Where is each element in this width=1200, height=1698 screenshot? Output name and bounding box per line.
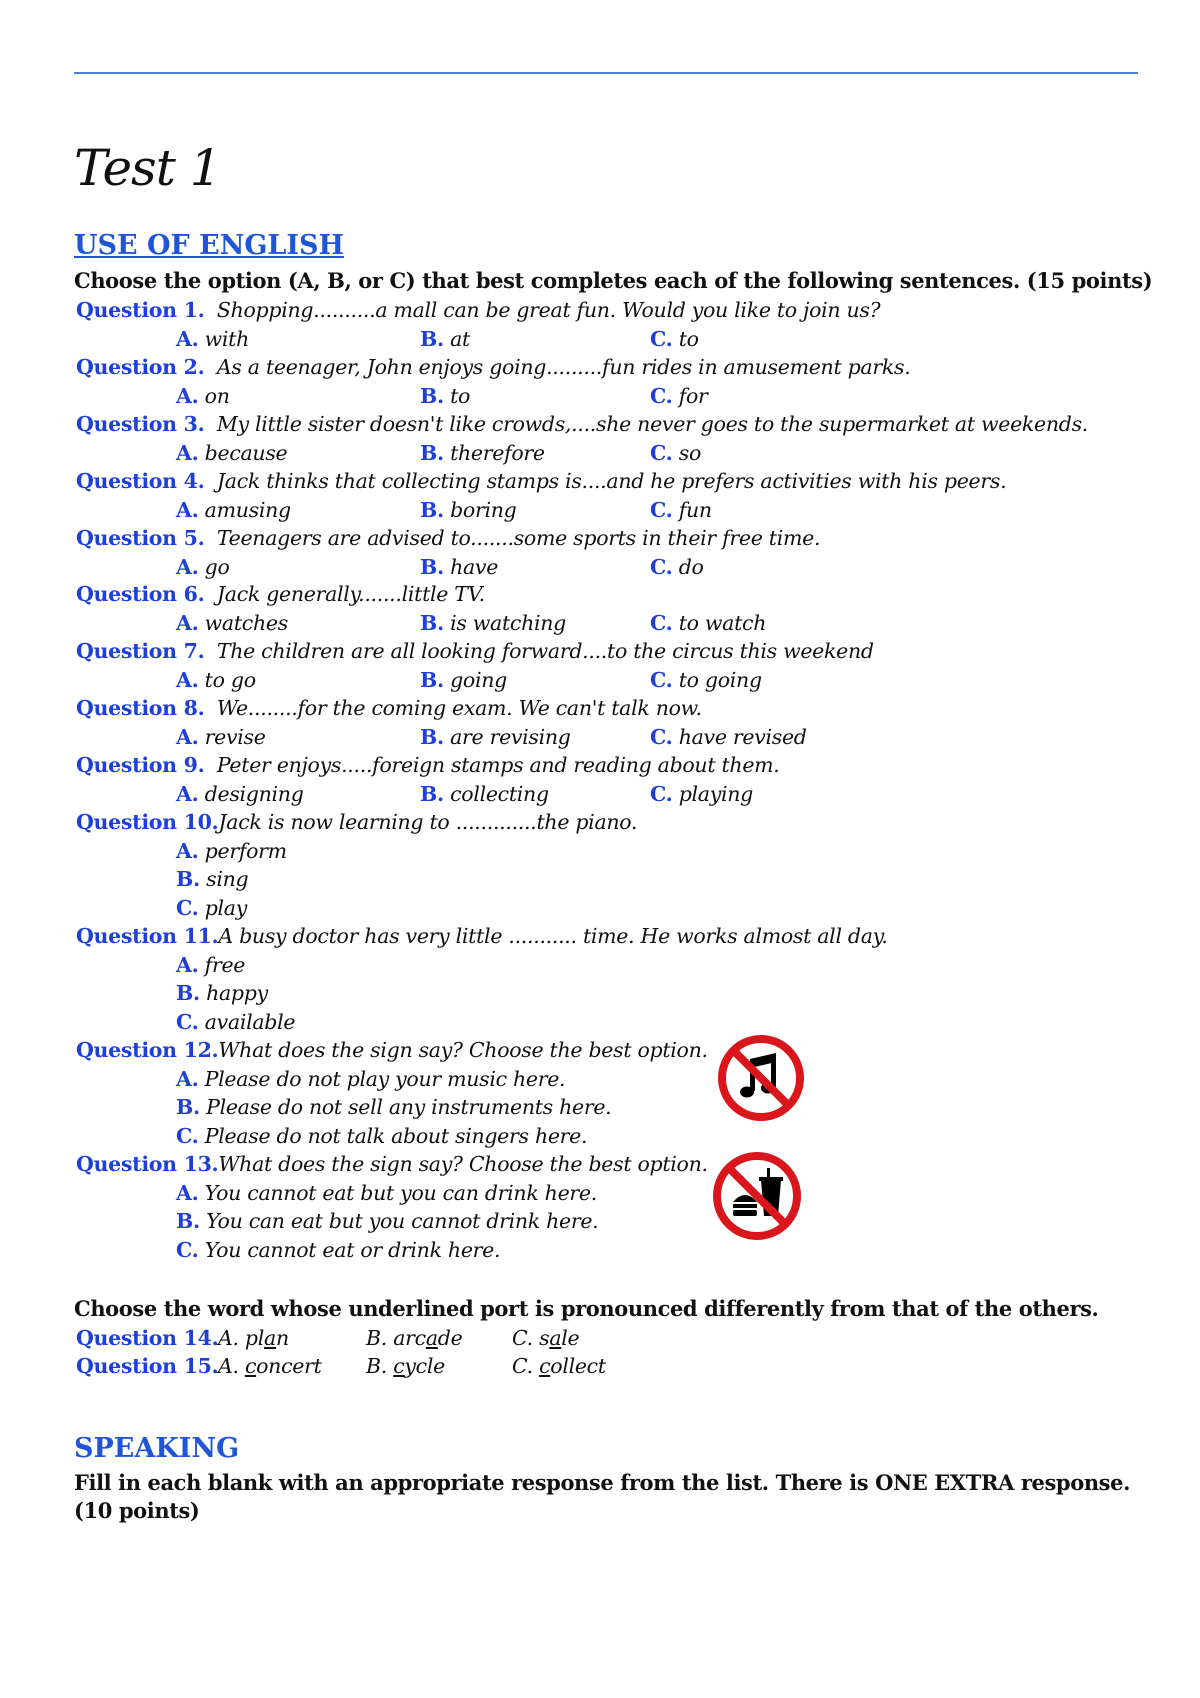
option-c: [650, 496, 712, 524]
option-c: [176, 1122, 587, 1150]
option-c: [650, 609, 766, 637]
question-text: Peter enjoys.....foreign stamps and reading about them.: [216, 753, 780, 777]
question-number: Question 11.: [76, 924, 219, 948]
underlined-letter: c: [393, 1354, 405, 1378]
option-b: [176, 979, 268, 1007]
option-text: have revised: [678, 724, 807, 749]
question-text: Teenagers are advised to.......some sports in their free time.: [216, 526, 821, 550]
option-text: is watching: [450, 610, 566, 635]
option-a: [176, 951, 245, 979]
option-letter: B.: [176, 1095, 200, 1120]
question-line: [76, 524, 820, 552]
option-text: to: [450, 383, 471, 408]
option-letter: B.: [420, 383, 444, 408]
option-letter: B.: [420, 724, 444, 749]
pron-option-c: [512, 1324, 579, 1352]
question-line: [76, 751, 780, 779]
question-number: Question 6.: [76, 582, 205, 606]
option-letter: A.: [176, 497, 199, 522]
question-number: Question 15.: [76, 1354, 219, 1378]
option-b: [420, 723, 571, 751]
option-letter: B.: [420, 667, 444, 692]
question-number: Question 3.: [76, 412, 205, 436]
option-b: [176, 1207, 598, 1235]
option-b: [176, 1093, 611, 1121]
option-suffix: n: [275, 1326, 289, 1350]
question-line: [76, 353, 910, 381]
option-a: [176, 325, 249, 353]
option-prefix: A. pl: [218, 1326, 265, 1350]
option-letter: A.: [176, 1066, 199, 1091]
option-letter: C.: [650, 326, 673, 351]
option-c: [176, 1236, 500, 1264]
question-text: My little sister doesn't like crowds,....she never goes to the supermarket at weekends.: [216, 412, 1089, 436]
option-text: happy: [206, 981, 268, 1006]
question-line: [76, 1352, 218, 1380]
use-of-english-heading: USE OF ENGLISH: [74, 230, 345, 261]
option-a: [176, 609, 288, 637]
question-number: Question 12.: [76, 1038, 219, 1062]
option-text: boring: [450, 497, 517, 522]
option-letter: A.: [176, 952, 199, 977]
option-letter: B.: [420, 610, 444, 635]
speaking-heading: SPEAKING: [74, 1433, 240, 1464]
option-text: Please do not sell any instruments here.: [206, 1095, 612, 1120]
no-food-drink-sign-icon: [711, 1150, 803, 1242]
question-number: Question 9.: [76, 753, 205, 777]
option-a: [176, 780, 304, 808]
option-letter: A.: [176, 781, 199, 806]
option-c: [650, 666, 762, 694]
speaking-instruction-line2: (10 points): [74, 1498, 200, 1523]
option-text: go: [204, 554, 230, 579]
option-text: because: [204, 440, 288, 465]
question-number: Question 8.: [76, 696, 205, 720]
question-number: Question 2.: [76, 355, 205, 379]
question-number: Question 10.: [76, 810, 219, 834]
option-text: Please do not play your music here.: [204, 1066, 566, 1091]
header-rule: [74, 72, 1138, 74]
pron-option-c: [512, 1352, 606, 1380]
option-text: free: [204, 952, 246, 977]
question-text: The children are all looking forward....to the circus this weekend: [216, 639, 874, 663]
option-c: [176, 1008, 295, 1036]
page-title: Test 1: [74, 139, 221, 197]
question-number: Question 5.: [76, 526, 205, 550]
option-letter: C.: [176, 1123, 199, 1148]
question-number: Question 7.: [76, 639, 205, 663]
option-letter: A.: [176, 383, 199, 408]
question-line: [76, 296, 880, 324]
option-b: [420, 496, 516, 524]
question-text: We........for the coming exam. We can't talk now.: [216, 696, 702, 720]
option-letter: C.: [176, 1009, 199, 1034]
question-text: What does the sign say? Choose the best option.: [218, 1038, 708, 1062]
option-letter: C.: [650, 667, 673, 692]
underlined-letter: c: [539, 1354, 551, 1378]
question-line: [76, 467, 1006, 495]
option-letter: B.: [420, 440, 444, 465]
option-suffix: ollect: [550, 1354, 606, 1378]
option-text: fun: [678, 497, 712, 522]
option-letter: B.: [176, 981, 200, 1006]
option-a: [176, 723, 266, 751]
pron-option-b: [366, 1324, 462, 1352]
use-of-english-instruction: Choose the option (A, B, or C) that best completes each of the following sentences. (15 points): [74, 268, 1153, 293]
no-music-sign-icon: [716, 1033, 806, 1123]
question-line: [76, 808, 637, 836]
option-letter: B.: [176, 1209, 200, 1234]
option-c: [650, 325, 699, 353]
option-c: [650, 382, 708, 410]
option-b: [420, 666, 507, 694]
option-text: to going: [678, 667, 762, 692]
option-c: [176, 894, 247, 922]
option-letter: A.: [176, 610, 199, 635]
option-text: with: [204, 326, 250, 351]
option-letter: A.: [176, 667, 199, 692]
option-text: amusing: [204, 497, 291, 522]
option-a: [176, 1065, 565, 1093]
option-prefix: B. arc: [366, 1326, 426, 1350]
option-a: [176, 837, 287, 865]
option-letter: C.: [176, 895, 199, 920]
pron-option-b: [366, 1352, 445, 1380]
question-line: [76, 410, 1088, 438]
option-a: [176, 439, 287, 467]
option-text: therefore: [450, 440, 545, 465]
option-letter: C.: [650, 554, 673, 579]
option-prefix: C.: [512, 1354, 540, 1378]
option-text: play: [204, 895, 248, 920]
option-text: do: [678, 554, 704, 579]
option-text: watches: [204, 610, 288, 635]
option-a: [176, 666, 256, 694]
underlined-letter: a: [549, 1326, 562, 1350]
option-text: available: [204, 1009, 296, 1034]
option-text: Please do not talk about singers here.: [204, 1123, 588, 1148]
option-letter: B.: [420, 497, 444, 522]
question-text: Jack is now learning to .............the piano.: [218, 810, 638, 834]
option-letter: B.: [420, 326, 444, 351]
question-text: Shopping..........a mall can be great fun. Would you like to join us?: [216, 298, 881, 322]
question-line: [76, 1036, 708, 1064]
underlined-letter: c: [244, 1354, 257, 1378]
option-letter: C.: [650, 497, 673, 522]
pronunciation-instruction: Choose the word whose underlined port is pronounced differently from that of the others.: [74, 1296, 1099, 1321]
underlined-letter: a: [264, 1326, 276, 1350]
option-letter: B.: [176, 867, 200, 892]
option-text: to watch: [678, 610, 767, 635]
option-text: perform: [204, 838, 287, 863]
option-text: so: [678, 440, 701, 465]
option-text: You cannot eat or drink here.: [204, 1237, 501, 1262]
option-c: [650, 780, 753, 808]
question-text: Jack generally.......little TV.: [216, 582, 485, 606]
speaking-instruction-line1: Fill in each blank with an appropriate response from the list. There is ONE EXTRA response.: [74, 1470, 1130, 1495]
option-text: collecting: [450, 781, 549, 806]
option-letter: C.: [650, 781, 673, 806]
option-a: [176, 553, 230, 581]
option-text: have: [450, 554, 499, 579]
option-c: [650, 439, 701, 467]
option-suffix: oncert: [256, 1354, 322, 1378]
option-b: [420, 609, 566, 637]
option-text: You cannot eat but you can drink here.: [204, 1180, 597, 1205]
option-letter: C.: [176, 1237, 199, 1262]
question-text: As a teenager, John enjoys going.........fun rides in amusement parks.: [216, 355, 911, 379]
option-letter: A.: [176, 326, 199, 351]
option-c: [650, 723, 807, 751]
question-number: Question 14.: [76, 1326, 219, 1350]
option-letter: B.: [420, 781, 444, 806]
option-b: [420, 553, 498, 581]
question-line: [76, 637, 874, 665]
question-line: [76, 922, 887, 950]
question-text: A busy doctor has very little ........... time. He works almost all day.: [218, 924, 888, 948]
option-letter: A.: [176, 838, 199, 863]
option-text: for: [678, 383, 708, 408]
option-prefix: C. s: [512, 1326, 550, 1350]
option-a: [176, 1179, 597, 1207]
option-b: [420, 780, 549, 808]
option-letter: C.: [650, 724, 673, 749]
option-letter: A.: [176, 554, 199, 579]
option-prefix: A.: [218, 1354, 245, 1378]
option-prefix: B.: [366, 1354, 394, 1378]
option-b: [176, 865, 248, 893]
option-b: [420, 382, 470, 410]
option-a: [176, 496, 291, 524]
option-text: going: [450, 667, 507, 692]
option-a: [176, 382, 230, 410]
option-letter: C.: [650, 383, 673, 408]
option-letter: A.: [176, 1180, 199, 1205]
option-letter: C.: [650, 610, 673, 635]
option-text: on: [204, 383, 230, 408]
question-number: Question 4.: [76, 469, 205, 493]
option-suffix: de: [437, 1326, 463, 1350]
question-line: [76, 1324, 218, 1352]
question-line: [76, 694, 702, 722]
option-letter: B.: [420, 554, 444, 579]
underlined-letter: a: [425, 1326, 438, 1350]
option-suffix: le: [561, 1326, 580, 1350]
question-text: What does the sign say? Choose the best option.: [218, 1152, 708, 1176]
option-suffix: ycle: [404, 1354, 445, 1378]
option-text: revise: [204, 724, 266, 749]
option-text: designing: [204, 781, 304, 806]
question-text: Jack thinks that collecting stamps is....and he prefers activities with his peers.: [216, 469, 1007, 493]
option-b: [420, 439, 545, 467]
question-line: [76, 580, 485, 608]
option-c: [650, 553, 704, 581]
pron-option-a: [218, 1352, 322, 1380]
option-letter: A.: [176, 440, 199, 465]
pron-option-a: [218, 1324, 289, 1352]
option-text: to go: [204, 667, 256, 692]
option-b: [420, 325, 470, 353]
question-line: [76, 1150, 708, 1178]
option-letter: C.: [650, 440, 673, 465]
option-text: sing: [206, 867, 249, 892]
option-text: are revising: [450, 724, 571, 749]
question-number: Question 13.: [76, 1152, 219, 1176]
option-letter: A.: [176, 724, 199, 749]
option-text: playing: [678, 781, 753, 806]
option-text: at: [450, 326, 470, 351]
question-number: Question 1.: [76, 298, 205, 322]
option-text: You can eat but you cannot drink here.: [206, 1209, 599, 1234]
option-text: to: [678, 326, 699, 351]
